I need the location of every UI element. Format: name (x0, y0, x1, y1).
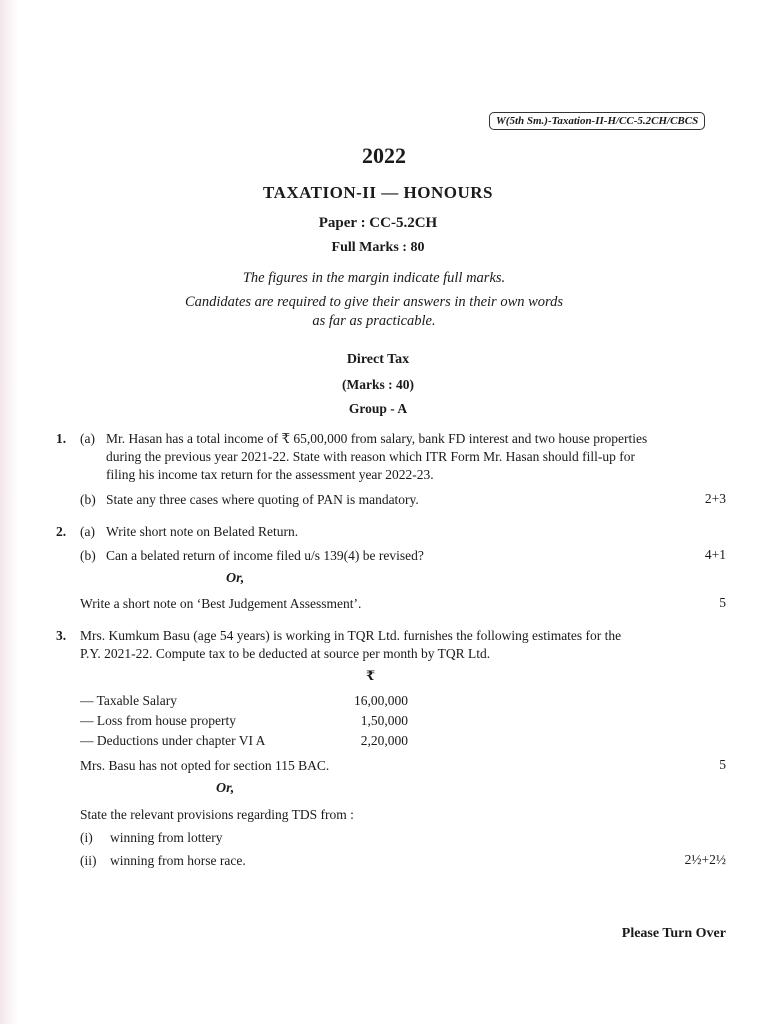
instruction-line: Candidates are required to give their answers in their own words (184, 294, 564, 310)
question-text: State the relevant provisions regarding TDS from : (80, 807, 354, 822)
section-marks: (Marks : 40) (342, 377, 414, 392)
question-text: Mrs. Basu has not opted for section 115 BAC. (80, 758, 330, 773)
item-label: (ii) (80, 853, 97, 868)
question-marks: 5 (719, 595, 726, 610)
question-text: filing his income tax return for the assessment year 2022-23. (106, 467, 434, 482)
question-number: 1. (56, 431, 67, 446)
or-separator: Or, (226, 571, 245, 586)
or-separator: Or, (216, 781, 235, 796)
item-text: winning from lottery (110, 830, 223, 845)
subquestion-label: (a) (80, 524, 95, 539)
question-number: 2. (56, 524, 67, 539)
question-text: Can a belated return of income filed u/s 139(4) be revised? (106, 548, 424, 563)
section-title: Direct Tax (346, 352, 410, 367)
question-text: Mr. Hasan has a total income of ₹ 65,00,000 from salary, bank FD interest and two house properties (106, 431, 648, 446)
question-marks: 4+1 (704, 547, 726, 562)
group-title: Group - A (348, 401, 408, 416)
table-row-value: 2,20,000 (360, 733, 408, 748)
instruction-line: The figures in the margin indicate full marks. (242, 270, 506, 286)
question-text: during the previous year 2021-22. State with reason which ITR Form Mr. Hasan should fill-up for (106, 449, 636, 464)
question-marks: 2+3 (704, 491, 726, 506)
page-footer: Please Turn Over (621, 926, 726, 941)
table-row-label: — Deductions under chapter VI A (80, 733, 266, 748)
subquestion-label: (a) (80, 431, 95, 446)
currency-symbol: ₹ (366, 668, 376, 683)
question-text: P.Y. 2021-22. Compute tax to be deducted at source per month by TQR Ltd. (80, 646, 491, 661)
exam-year: 2022 (362, 143, 406, 168)
subquestion-label: (b) (80, 548, 96, 563)
paper-code: W(5th Sm.)-Taxation-II-H/CC-5.2CH/CBCS (489, 112, 705, 130)
question-text: State any three cases where quoting of PAN is mandatory. (106, 492, 419, 507)
subquestion-label: (b) (80, 492, 96, 507)
full-marks: Full Marks : 80 (331, 240, 425, 255)
question-text: Write a short note on ‘Best Judgement Assessment’. (80, 596, 362, 611)
question-text: Write short note on Belated Return. (106, 524, 299, 539)
question-text: Mrs. Kumkum Basu (age 54 years) is working in TQR Ltd. furnishes the following estimates for the (80, 628, 622, 643)
subject-title: TAXATION-II — HONOURS (263, 183, 493, 202)
table-row-value: 1,50,000 (360, 713, 408, 728)
table-row-label: — Taxable Salary (80, 693, 178, 708)
question-marks: 5 (719, 757, 726, 772)
paper-code-line: Paper : CC-5.2CH (318, 215, 438, 231)
item-text: winning from horse race. (110, 853, 246, 868)
item-label: (i) (80, 830, 93, 845)
table-row-value: 16,00,000 (354, 693, 408, 708)
question-number: 3. (56, 628, 67, 643)
instruction-line: as far as practicable. (312, 313, 436, 329)
table-row-label: — Loss from house property (80, 713, 236, 728)
question-marks: 2½+2½ (684, 852, 726, 867)
